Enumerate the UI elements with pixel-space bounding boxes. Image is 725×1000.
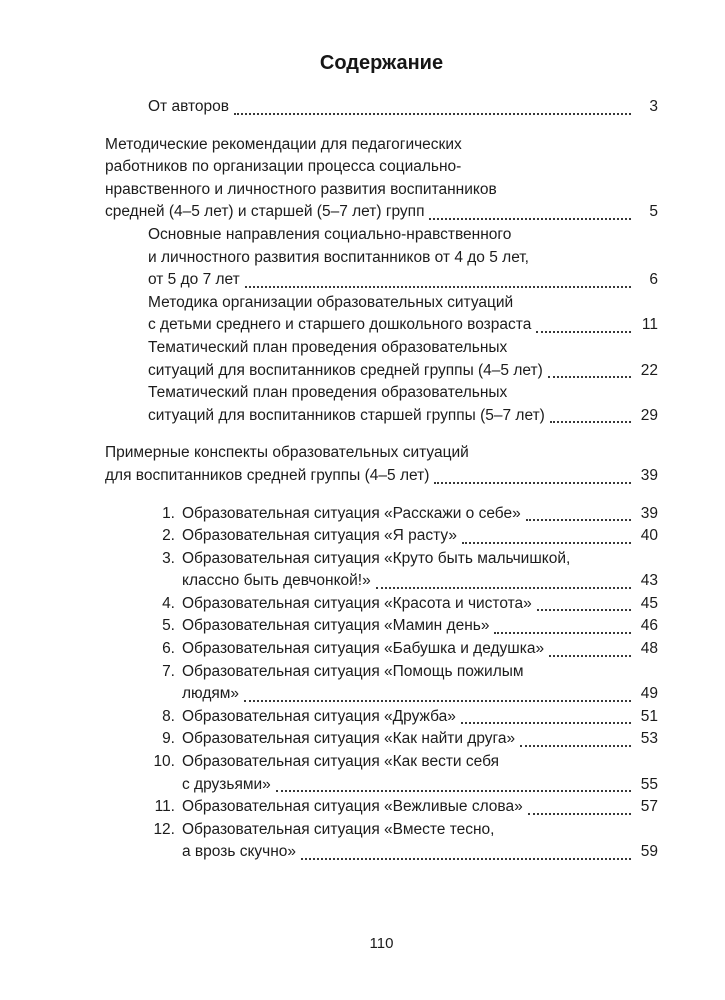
toc-entry-tail — [105, 465, 658, 488]
toc-entry — [148, 292, 658, 337]
toc-entry-tail — [148, 360, 658, 383]
toc-entry-text: От авторов — [148, 98, 229, 115]
toc-entry-tail — [182, 796, 658, 819]
toc-entry-body — [182, 661, 658, 706]
toc-entry-tail — [148, 96, 658, 119]
toc-page-number: 3 — [649, 98, 658, 115]
toc-entry-body — [182, 751, 658, 796]
toc-entry — [148, 593, 658, 616]
toc-entry — [148, 548, 658, 593]
toc-entry-text: для воспитанников средней группы (4–5 лет) — [105, 466, 430, 484]
toc-entry-tail — [182, 683, 658, 706]
toc-entry-text: ситуаций для воспитанников старшей группы (5–7 лет) — [148, 406, 545, 424]
dot-leader — [528, 813, 631, 815]
toc-page-number: 29 — [640, 406, 658, 424]
toc-entry — [148, 525, 658, 548]
toc-entry-line: и личностного развития воспитанников от 4 до 5 лет, — [148, 248, 529, 266]
toc-entry-line: работников по организации процесса социально- — [105, 158, 462, 176]
toc-entry-body — [105, 134, 658, 224]
toc-entry — [148, 796, 658, 819]
dot-leader — [234, 113, 631, 115]
toc-entry — [105, 442, 658, 487]
toc-entry-text: с друзьями» — [182, 775, 271, 793]
toc-entry-text: Образовательная ситуация «Бабушка и дедушка» — [182, 640, 545, 658]
toc-entry-line: Методика организации образовательных ситуаций — [148, 293, 514, 311]
toc-entry-number: 9. — [162, 730, 175, 748]
toc-entry — [148, 751, 658, 796]
toc-entry-line: Примерные конспекты образовательных ситуаций — [105, 444, 469, 462]
toc-entry-body — [182, 615, 658, 638]
toc-entry-tail — [182, 728, 658, 751]
toc-entry-tail — [182, 525, 658, 548]
toc-entry-line: Методические рекомендации для педагогических — [105, 135, 462, 153]
toc-entry-body — [148, 292, 658, 337]
dot-leader — [494, 632, 631, 634]
dot-leader — [461, 722, 631, 724]
toc-entry — [148, 706, 658, 729]
dot-leader — [276, 790, 631, 792]
toc-page-number: 39 — [640, 466, 658, 484]
dot-leader — [301, 858, 631, 860]
toc-entry-number: 1. — [162, 504, 175, 522]
toc-entry-body — [182, 525, 658, 548]
toc-entry-number: 3. — [162, 549, 175, 567]
toc-entry-number: 7. — [162, 662, 175, 680]
toc-entry — [148, 96, 658, 119]
toc-entry-tail — [148, 405, 658, 428]
toc-entry-text: Образовательная ситуация «Как найти друга» — [182, 730, 516, 748]
toc-entry-body — [182, 503, 658, 526]
toc-entry-number: 11. — [154, 798, 175, 816]
toc-page-number: 57 — [640, 798, 658, 816]
dot-leader — [434, 482, 631, 484]
dot-leader — [537, 609, 631, 611]
toc-entry-number: 10. — [153, 753, 175, 771]
toc-entry-body — [105, 442, 658, 487]
toc-entry-number: 6. — [162, 640, 175, 658]
footer-page-number: 110 — [369, 935, 394, 952]
toc-entry — [148, 224, 658, 292]
toc-page-number: 45 — [640, 594, 658, 612]
toc-entry-text: Образовательная ситуация «Расскажи о себе» — [182, 504, 521, 522]
toc-entry-body — [148, 382, 658, 427]
toc-page-number: 59 — [640, 843, 658, 861]
toc-page-number: 11 — [641, 316, 658, 334]
toc-page-number: 53 — [640, 730, 658, 748]
toc-entry — [148, 728, 658, 751]
toc-page-number: 5 — [649, 203, 658, 221]
toc-entry-tail — [182, 615, 658, 638]
toc-entry-tail — [182, 570, 658, 593]
toc-entry-line: Образовательная ситуация «Вместе тесно, — [182, 820, 495, 838]
toc-entry — [148, 661, 658, 706]
dot-leader — [520, 745, 631, 747]
dot-leader — [244, 700, 631, 702]
toc-list — [105, 96, 658, 864]
toc-entry-tail — [105, 201, 658, 224]
toc-entry-body — [182, 796, 658, 819]
toc-entry-body — [182, 819, 658, 864]
toc-entry-text: ситуаций для воспитанников средней группы (4–5 лет) — [148, 361, 543, 379]
toc-entry-number: 5. — [162, 617, 175, 635]
toc-entry-body — [148, 224, 658, 292]
toc-page-number: 46 — [640, 617, 658, 635]
dot-leader — [526, 519, 631, 521]
toc-entry-body — [148, 96, 658, 119]
toc-entry-line: нравственного и личностного развития воспитанников — [105, 180, 497, 198]
toc-entry-body — [182, 706, 658, 729]
toc-entry — [148, 638, 658, 661]
toc-entry — [148, 382, 658, 427]
toc-page-number: 40 — [640, 527, 658, 545]
toc-entry-tail — [182, 841, 658, 864]
toc-page-number: 48 — [640, 640, 658, 658]
dot-leader — [245, 286, 631, 288]
toc-entry — [105, 134, 658, 224]
toc-page-number: 6 — [649, 271, 658, 289]
toc-entry-body — [182, 593, 658, 616]
page-title: Содержание — [319, 52, 444, 74]
toc-entry-tail — [148, 314, 658, 337]
toc-entry-text: Образовательная ситуация «Мамин день» — [182, 617, 490, 635]
dot-leader — [550, 421, 631, 423]
toc-entry-body — [148, 337, 658, 382]
toc-entry-tail — [182, 774, 658, 797]
toc-entry — [148, 503, 658, 526]
toc-entry-text: классно быть девчонкой!» — [182, 572, 371, 590]
toc-entry-number: 2. — [162, 527, 175, 545]
toc-entry-body — [182, 548, 658, 593]
dot-leader — [429, 218, 631, 220]
toc-entry-body — [182, 638, 658, 661]
toc-entry-text: Образовательная ситуация «Вежливые слова» — [182, 798, 523, 816]
toc-entry-text: Образовательная ситуация «Дружба» — [182, 707, 456, 725]
toc-entry — [148, 819, 658, 864]
toc-entry-line: Образовательная ситуация «Как вести себя — [182, 753, 500, 771]
toc-page-number: 49 — [640, 685, 658, 703]
toc-page-number: 39 — [640, 504, 658, 522]
toc-entry-line: Образовательная ситуация «Круто быть мальчишкой, — [182, 549, 571, 567]
dot-leader — [549, 655, 631, 657]
toc-entry-number: 12. — [153, 820, 175, 838]
toc-page-number: 51 — [640, 707, 658, 725]
toc-entry-text: Образовательная ситуация «Красота и чистота» — [182, 594, 532, 612]
toc-entry — [148, 615, 658, 638]
toc-entry-number: 4. — [162, 594, 175, 612]
toc-page-number: 55 — [640, 775, 658, 793]
toc-entry-text: а врозь скучно» — [182, 843, 297, 861]
dot-leader — [536, 331, 631, 333]
toc-entry-number: 8. — [162, 707, 175, 725]
toc-entry-text: людям» — [182, 685, 240, 703]
toc-entry-line: Тематический план проведения образовательных — [148, 384, 508, 402]
dot-leader — [548, 376, 631, 378]
toc-entry-line: Образовательная ситуация «Помощь пожилым — [182, 662, 524, 680]
toc-entry-line: Тематический план проведения образовательных — [148, 338, 508, 356]
dot-leader — [376, 587, 631, 589]
toc-page-number: 43 — [640, 572, 658, 590]
toc-entry-text: с детьми среднего и старшего дошкольного возраста — [148, 316, 532, 334]
toc-entry-tail — [182, 706, 658, 729]
toc-entry-body — [182, 728, 658, 751]
toc-entry-text: от 5 до 7 лет — [148, 271, 240, 289]
toc-entry-line: Основные направления социально-нравственного — [148, 225, 512, 243]
toc-entry — [148, 337, 658, 382]
dot-leader — [462, 542, 631, 544]
toc-entry-tail — [182, 593, 658, 616]
toc-entry-tail — [182, 638, 658, 661]
toc-entry-tail — [148, 269, 658, 292]
toc-entry-text: средней (4–5 лет) и старшей (5–7 лет) групп — [105, 203, 425, 221]
toc-page-number: 22 — [640, 361, 658, 379]
toc-entry-tail — [182, 503, 658, 526]
toc-entry-text: Образовательная ситуация «Я расту» — [182, 527, 457, 545]
